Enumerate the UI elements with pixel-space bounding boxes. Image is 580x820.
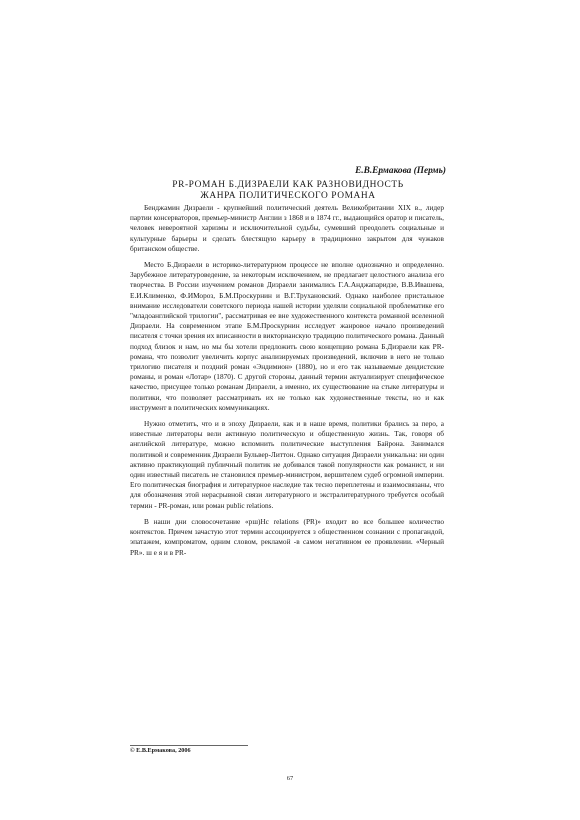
title-line-1: PR-РОМАН Б.ДИЗРАЕЛИ КАК РАЗНОВИДНОСТЬ	[172, 180, 404, 190]
page-number: 67	[286, 775, 294, 782]
article-title	[130, 180, 446, 202]
footnote-divider	[130, 745, 248, 746]
paragraph-4: В наши дни словосочетание «рш)Нс relations (PR)» входит во все большее количество контекстов. Причем зачастую этот термин ассоциируется з общественном сознании с пропагандой, эпатажем, компроматом, одним словом, рекламой -в самом негативном ее проявлении. «Черный PR». ш е я и в PR-	[130, 516, 444, 557]
copyright-note: © Е.В.Ермакова, 2006	[130, 747, 191, 754]
title-line-2: ЖАНРА ПОЛИТИЧЕСКОГО РОМАНА	[200, 191, 376, 201]
paragraph-1: Бенджамин Дизраели - крупнейший политический деятель Великобритании XIX в., лидер партии консерваторов, премьер-министр Англии з 1868 и в 1874 гг., выдающийся оратор и писатель, человек невероятной харизмы и исключительной судьбы, сумевший преодолеть социальные и культурные барьеры и сделать блестящую карьеру в традиционно закрытом для чужаков британском обществе.	[130, 203, 444, 253]
author-name: Е.В.Ермакова (Пермь)	[355, 166, 446, 176]
paragraph-2: Место Б.Дизраели в историко-литературном процессе не вполне однозначно и определенно. Зарубежное литературоведение, за некоторым исключением, не предлагает целостного анализа его творчества. В России изучением романов Дизраели занимались Г.А.Анджапаридзе, В.В.Ивашева, Е.И.Клименко, Ф.ИМороз, Б.М.Проскурнин и В.Г.Трухановский. Однако наиболее пристальное внимание исследователи советского периода нашей истории уделяли социальной проблематике его "младоанглийской трилогии", рассматривая ее вне художественного контекста романной вселенной Дизраели. На современном этапе Б.М.Проскурнин исследует жанровое начало произведений писателя с точки зрения их вписанности в викторианскую традицию политического романа. Данный подход близок и нам, но мы бы хотели предложить свою концепцию романа Б.Дизраели как PR-романа, что позволит увеличить корпус анализируемых произведений, включив в него не только трилогию писателя и поздний роман «Эндимион» (1880), но и его так называемые дендистские романы, и роман «Лотар» (1870). С другой стороны, данный термин актуализирует специфическое качество, присущее только романам Дизраели, а именно, их существование на стыке литературы и политики, что позволяет рассматривать их не только как художественные тексты, но и как инструмент в политических коммуникациях.	[130, 260, 444, 412]
paragraph-3: Нужно отметить, что и в эпоху Дизраели, как и в наше время, политики брались за перо, а известные литераторы вели активную политическую и общественную жизнь. Так, говоря об английской литературе, можно вспомнить политические выступления Байрона. Занимался политикой и современник Дизраели Бульвер-Литтон. Однако ситуация Дизраели уникальна: ни один активно практикующий публичный политик не добивался такой популярности как романист, и ни один известный писатель не становился премьер-министром, вершителем судеб огромной империи. Его политическая биография и литературное наследие так тесно переплетены и взаимосвязаны, что для обозначения этой нерасрывной связи литературного и экстралитературного требуется особый термин - PR-роман, или роман public relations.	[130, 419, 444, 510]
article-body	[130, 203, 444, 558]
